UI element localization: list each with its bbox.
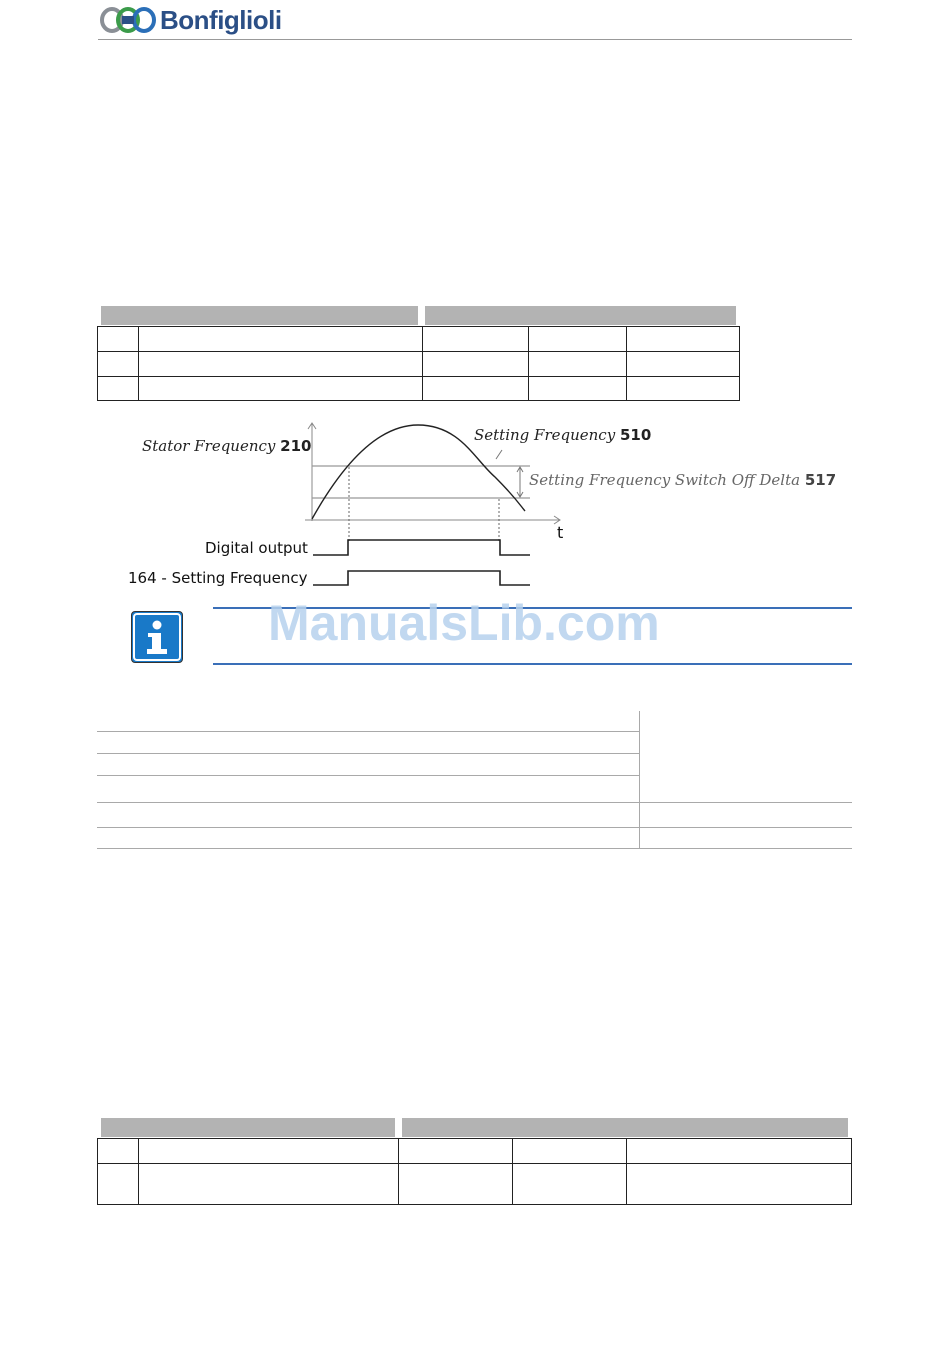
table-cell	[529, 327, 627, 352]
table-cell	[627, 352, 740, 377]
table-cell	[423, 327, 529, 352]
brand-name: Bonfiglioli	[160, 4, 282, 35]
settings-table-rule	[97, 775, 639, 776]
table-cell	[423, 377, 529, 401]
table-row	[98, 377, 740, 401]
settings-table-rule	[97, 848, 852, 849]
table-cell	[529, 352, 627, 377]
table-cell	[399, 1164, 513, 1205]
settings-table-rule	[97, 753, 639, 754]
note-bottom-rule	[213, 663, 852, 665]
table2-header-bar-left	[101, 1118, 395, 1137]
table-cell	[513, 1139, 627, 1164]
table-cell	[139, 1139, 399, 1164]
settings-table-rule	[97, 731, 639, 732]
switch-off-delta-label	[529, 471, 836, 489]
table-cell	[627, 377, 740, 401]
settings-table-divider	[639, 711, 640, 849]
digital-output-label: Digital output	[205, 539, 308, 557]
table-cell	[139, 352, 423, 377]
table-cell	[139, 327, 423, 352]
table-row	[98, 327, 740, 352]
setting-frequency-output-label: 164 - Setting Frequency	[128, 569, 308, 587]
table-cell	[627, 1164, 852, 1205]
stator-frequency-param: 210	[280, 437, 312, 455]
table-row	[98, 1139, 852, 1164]
table-cell	[513, 1164, 627, 1205]
setting-frequency-param: 510	[619, 426, 652, 444]
table-cell	[139, 1164, 399, 1205]
brand-logo	[100, 4, 282, 36]
setting-frequency-pulse	[313, 571, 530, 585]
table2-header-bar-right	[402, 1118, 848, 1137]
stator-frequency-text: Stator Frequency	[142, 437, 276, 455]
table-cell	[627, 327, 740, 352]
table-cell	[423, 352, 529, 377]
table-cell	[399, 1139, 513, 1164]
setting-frequency-leader	[496, 450, 502, 459]
setting-frequency-text: Setting Frequency	[474, 426, 616, 444]
table-row	[98, 352, 740, 377]
info-glyph	[132, 612, 182, 662]
stator-frequency-label	[142, 437, 311, 455]
table-cell	[98, 1164, 139, 1205]
bonfiglioli-logo-icon	[100, 5, 156, 35]
watermark: ManualsLib.com	[268, 595, 660, 651]
table1-header-bar-right	[425, 306, 736, 325]
switch-off-delta-param: 517	[804, 471, 837, 489]
settings-table-rule	[97, 802, 852, 803]
table-cell	[627, 1139, 852, 1164]
table-cell	[529, 377, 627, 401]
parameter-table-2	[97, 1138, 852, 1205]
table-cell	[139, 377, 423, 401]
setting-frequency-timing-diagram	[100, 415, 840, 600]
header-divider	[98, 39, 852, 40]
table-cell	[98, 327, 139, 352]
table1-header-bar-left	[101, 306, 418, 325]
table-cell	[98, 352, 139, 377]
info-icon	[131, 611, 183, 663]
table-cell	[98, 1139, 139, 1164]
switch-off-delta-text: Setting Frequency Switch Off Delta	[529, 471, 801, 489]
digital-output-pulse	[313, 540, 530, 555]
parameter-table-1	[97, 326, 740, 401]
time-axis-label: t	[557, 523, 564, 542]
table-cell	[98, 377, 139, 401]
settings-table-rule	[97, 827, 852, 828]
setting-frequency-label	[474, 426, 651, 444]
table-row	[98, 1164, 852, 1205]
